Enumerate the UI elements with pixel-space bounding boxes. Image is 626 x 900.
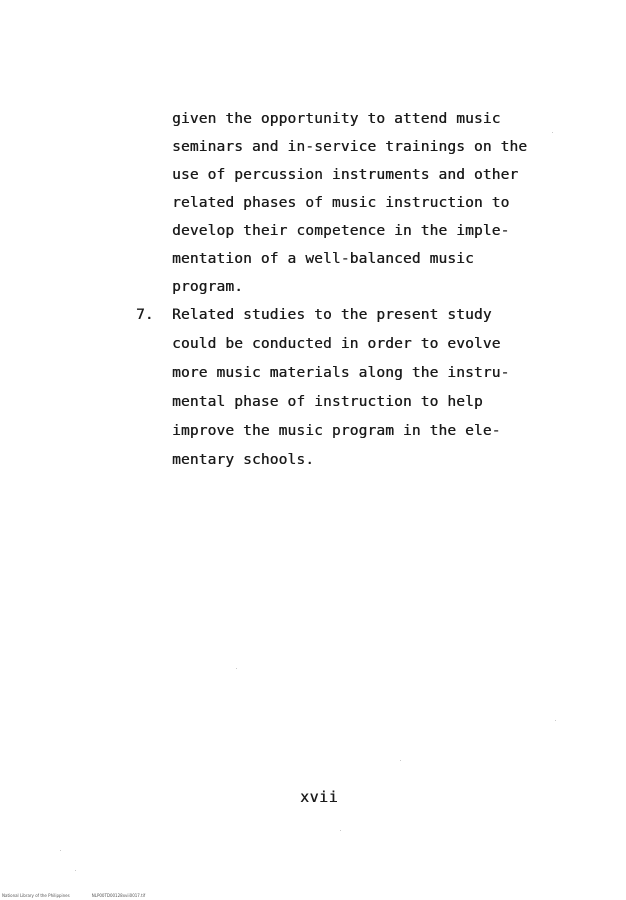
scan-speck (400, 760, 401, 761)
text-line: develop their competence in the imple- (172, 223, 510, 239)
text-line: mentary schools. (172, 452, 315, 468)
scan-speck (555, 720, 556, 721)
text-line: mentation of a well-balanced music (172, 251, 474, 267)
item-number: 7. (136, 307, 154, 323)
text-line: mental phase of instruction to help (172, 394, 483, 410)
text-line: Related studies to the present study (172, 307, 492, 323)
scan-speck (75, 870, 76, 871)
scan-speck (236, 668, 237, 669)
scan-footer (2, 893, 145, 898)
text-line: related phases of music instruction to (172, 195, 510, 211)
text-line: more music materials along the instru- (172, 365, 510, 381)
text-line: use of percussion instruments and other (172, 167, 519, 183)
text-line: given the opportunity to attend music (172, 111, 501, 127)
scan-speck (60, 850, 61, 851)
text-line: improve the music program in the ele- (172, 423, 501, 439)
scan-speck (340, 830, 341, 831)
library-name: National Library of the Philippines (2, 893, 70, 898)
page-number: xvii (300, 788, 339, 806)
scan-speck (552, 132, 553, 133)
text-line: seminars and in-service trainings on the (172, 139, 528, 155)
source-file-id: NLP00TD00128xvii0017.tif (91, 893, 146, 898)
text-line: program. (172, 279, 244, 295)
text-line: could be conducted in order to evolve (172, 336, 501, 352)
